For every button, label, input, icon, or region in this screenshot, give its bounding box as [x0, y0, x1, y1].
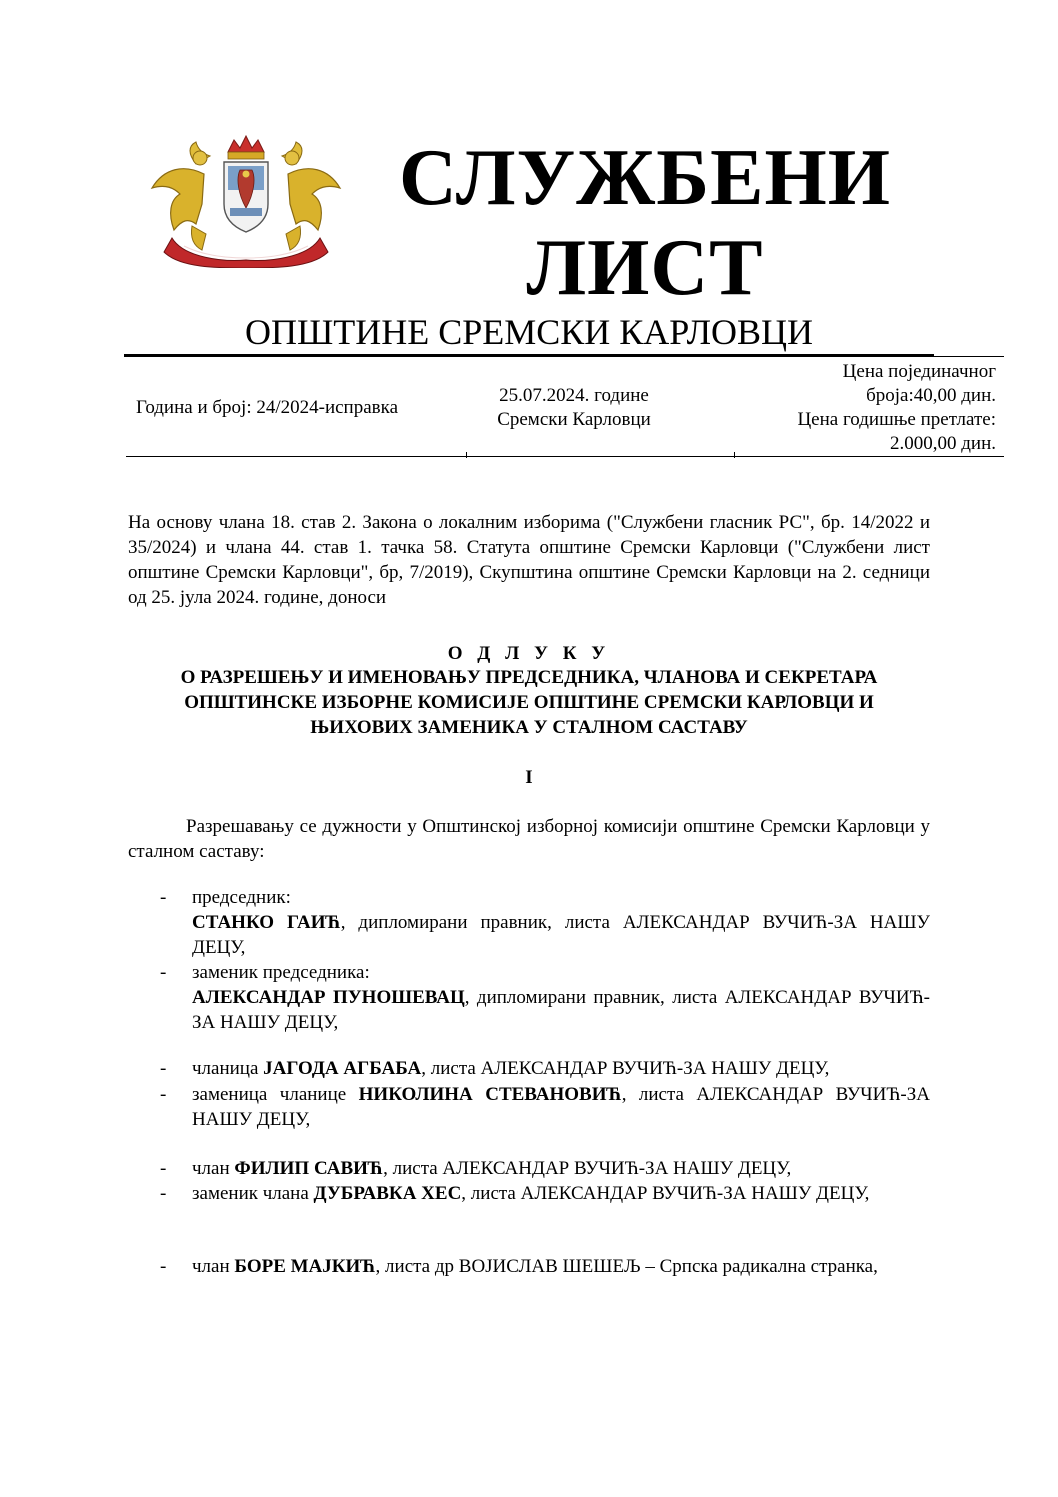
price-annual-line1: Цена годишње претлате:	[797, 409, 996, 430]
decision-title	[128, 665, 930, 740]
member-details: , дипломирани правник, листа АЛЕКСАНДАР ВУЧИЋ-ЗА НАШУ ДЕЦУ,	[192, 987, 931, 1033]
masthead-title-line1: СЛУЖБЕНИ	[399, 134, 891, 222]
member-line	[192, 985, 930, 1035]
member-details: , листа АЛЕКСАНДАР ВУЧИЋ-ЗА НАШУ ДЕЦУ,	[192, 1084, 930, 1130]
role-label: заменик председника:	[192, 962, 370, 983]
table-divider	[466, 452, 467, 458]
member-name: СТАНКО ГАИЋ	[192, 912, 341, 933]
list-item-text	[192, 1082, 930, 1132]
intro-paragraph: На основу члана 18. став 2. Закона о локалним изборима ("Службени гласник РС", бр. 14/2022 и 35/2024) и члана 44. став 1. тачка 58. Статута општине Сремски Карловци ("Службени лист општине Сремски Карловци", бр, 7/2019), Скупштина општине Сремски Карловци на 2. седници од 25. јула 2024. године, доноси	[128, 512, 930, 608]
price-annual-line2: 2.000,00 дин.	[889, 433, 996, 454]
member-details: , листа АЛЕКСАНДАР ВУЧИЋ-ЗА НАШУ ДЕЦУ,	[421, 1058, 830, 1079]
member-name: ДУБРАВКА ХЕС	[313, 1183, 462, 1204]
member-details: , листа АЛЕКСАНДАР ВУЧИЋ-ЗА НАШУ ДЕЦУ,	[383, 1158, 792, 1179]
lead-paragraph: Разрешавању се дужности у Општинској изборној комисији општине Сремски Карловци у сталном саставу:	[128, 816, 930, 862]
list-dash: -	[160, 1183, 167, 1204]
role-label: члан	[192, 1158, 235, 1179]
list-dash: -	[160, 1058, 167, 1079]
member-name: ЈАГОДА АГБАБА	[263, 1058, 422, 1079]
masthead-title-line2: ЛИСТ	[526, 224, 764, 312]
decision-title-line2: ОПШТИНСКЕ ИЗБОРНЕ КОМИСИЈЕ ОПШТИНЕ СРЕМСКИ КАРЛОВЦИ И	[184, 692, 874, 713]
list-dash: -	[160, 1256, 167, 1277]
price-single-line2: броја:40,00 дин.	[866, 385, 996, 406]
member-name: БОРЕ МАЈКИЋ	[234, 1256, 376, 1277]
issue-date-place	[466, 384, 682, 432]
table-top-rule	[126, 356, 1004, 357]
coat-of-arms-icon	[144, 134, 348, 268]
list-item-text	[192, 1056, 930, 1081]
issue-place: Сремски Карловци	[497, 409, 651, 430]
issue-info-table	[126, 356, 1004, 458]
list-dash: -	[160, 1084, 167, 1105]
price-single-line1: Цена појединачног	[842, 361, 996, 382]
role-label: члан	[192, 1256, 235, 1277]
section-number: I	[525, 767, 533, 788]
issue-year-number: Година и број: 24/2024-исправка	[136, 397, 399, 418]
decision-word: О Д Л У К У	[447, 643, 611, 664]
list-item-text	[192, 960, 930, 1035]
role-label: председник:	[192, 887, 291, 908]
member-details: , листа АЛЕКСАНДАР ВУЧИЋ-ЗА НАШУ ДЕЦУ,	[461, 1183, 870, 1204]
decision-title-line3: ЊИХОВИХ ЗАМЕНИКА У СТАЛНОМ САСТАВУ	[310, 717, 748, 738]
member-line	[192, 910, 930, 960]
list-item-text	[192, 1254, 930, 1279]
role-label: заменица чланице	[192, 1084, 359, 1105]
member-details: , дипломирани правник, листа АЛЕКСАНДАР ВУЧИЋ-ЗА НАШУ ДЕЦУ,	[192, 912, 930, 958]
table-bottom-rule	[126, 456, 1004, 457]
list-dash: -	[160, 1158, 167, 1179]
role-label: чланица	[192, 1058, 264, 1079]
member-details: , листа др ВОЈИСЛАВ ШЕШЕЉ – Српска радикална странка,	[375, 1256, 878, 1277]
member-name: ФИЛИП САВИЋ	[234, 1158, 384, 1179]
member-name: АЛЕКСАНДАР ПУНОШЕВАЦ	[192, 987, 465, 1008]
issue-price	[716, 360, 996, 456]
list-item-text	[192, 1156, 930, 1181]
decision-title-line1: О РАЗРЕШЕЊУ И ИМЕНОВАЊУ ПРЕДСЕДНИКА, ЧЛАНОВА И СЕКРЕТАРА	[180, 667, 878, 688]
list-item-text	[192, 885, 930, 960]
list-dash: -	[160, 887, 167, 908]
masthead-subtitle: ОПШТИНЕ СРЕМСКИ КАРЛОВЦИ	[244, 312, 814, 352]
member-name: НИКОЛИНА СТЕВАНОВИЋ	[358, 1084, 622, 1105]
list-dash: -	[160, 962, 167, 983]
issue-date: 25.07.2024. године	[499, 385, 649, 406]
list-item-text	[192, 1181, 930, 1206]
role-label: заменик члана	[192, 1183, 314, 1204]
